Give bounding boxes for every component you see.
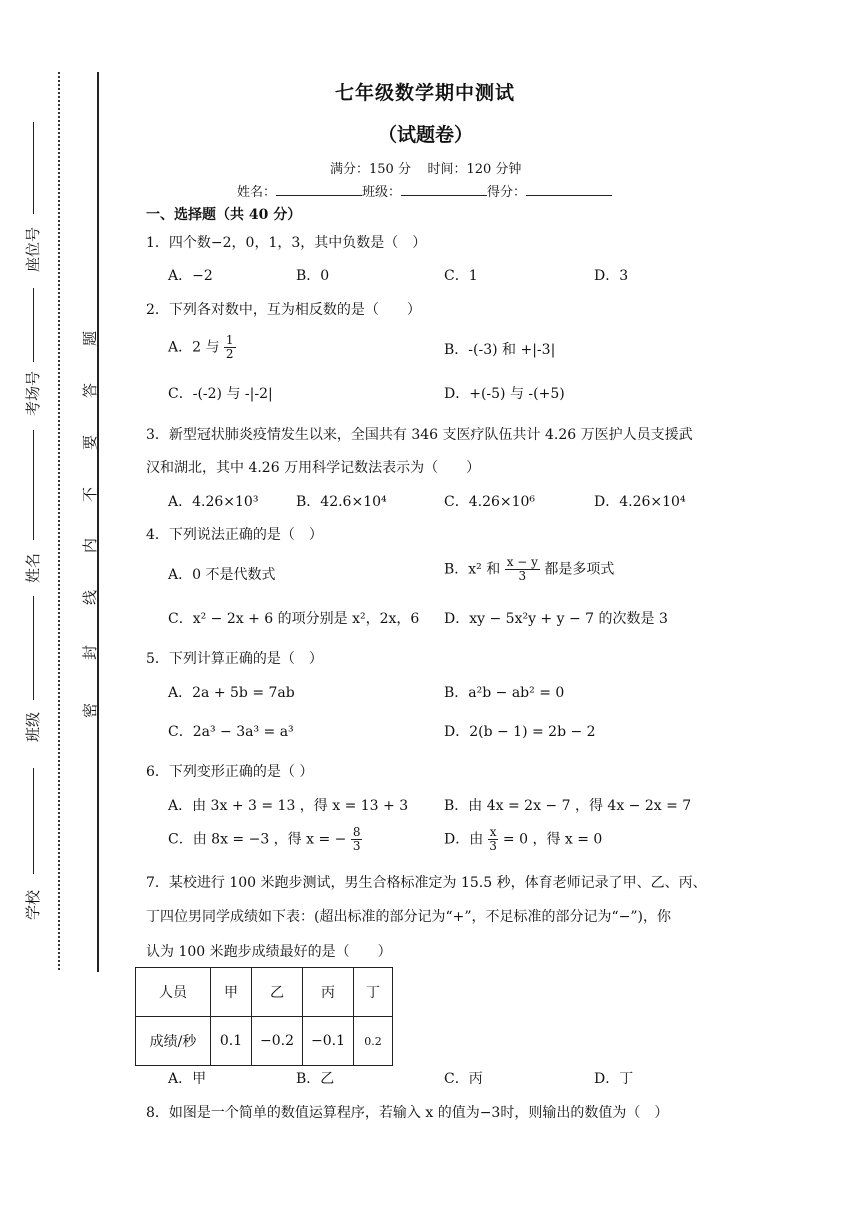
margin-class-blank[interactable]: [33, 596, 35, 700]
q8-stem: 8．如图是一个简单的数值运算程序，若输入 x 的值为−3时，则输出的数值为（ ）: [146, 1105, 669, 1121]
q1-option-c[interactable]: C．1: [444, 268, 478, 284]
margin-name-label: 姓名: [24, 552, 42, 583]
dotted-binding-line: [58, 72, 60, 970]
q6-option-a[interactable]: A．由 3x + 3 = 13 ，得 x = 13 + 3: [168, 798, 409, 814]
q1-option-d[interactable]: D．3: [594, 268, 629, 284]
q7-line-2: 丁四位男同学成绩如下表：(超出标准的部分记为“+”，不足标准的部分记为“−”)，你: [146, 909, 672, 925]
margin-class-label: 班级: [24, 711, 42, 742]
class-label: 班级：: [362, 185, 402, 200]
q2-a-prefix: A．2 与: [168, 339, 220, 356]
q1-option-b[interactable]: B．0: [296, 268, 330, 284]
q4-b-num: x − y: [506, 555, 538, 569]
score-table-header-row: [136, 968, 393, 1017]
seal-char-2: 封: [81, 644, 99, 660]
score-table: [135, 967, 393, 1066]
q6-d-suffix: = 0 ，得 x = 0: [502, 831, 603, 848]
table-header-cell: 人员: [136, 968, 211, 1017]
q2-option-c[interactable]: C．-(-2) 与 -|-2|: [168, 386, 273, 402]
table-cell: −0.2: [252, 1017, 303, 1066]
room-number-label: 考场号: [24, 370, 42, 416]
q5-option-d[interactable]: D．2(b − 1) = 2b − 2: [444, 724, 596, 740]
q6-d-den: 3: [489, 839, 497, 853]
q2-a-den: 2: [225, 347, 234, 361]
q6-c-prefix: C．由 8x = −3 ，得 x = −: [168, 831, 347, 848]
q3-line-1: 3．新型冠状肺炎疫情发生以来，全国共有 346 支医疗队伍共计 4.26 万医护人员支援武: [146, 427, 693, 443]
class-field[interactable]: [401, 195, 487, 196]
q3-line-2: 汉和湖北，其中 4.26 万用科学记数法表示为（ ）: [146, 460, 481, 476]
student-info-row: [237, 181, 612, 200]
q2-a-num: 1: [225, 333, 234, 347]
q6-option-b[interactable]: B．由 4x = 2x − 7 ，得 4x − 2x = 7: [444, 798, 692, 814]
q7-line-3: 认为 100 米跑步成绩最好的是（ ）: [146, 944, 392, 960]
q3-option-c[interactable]: C．4.26×10⁶: [444, 494, 536, 510]
q4-b-den: 3: [518, 569, 527, 583]
q2-option-d[interactable]: D．+(-5) 与 -(+5): [444, 386, 565, 402]
q7-option-b[interactable]: B．乙: [296, 1071, 335, 1087]
seal-char-3: 线: [81, 589, 99, 605]
score-table-data-row: [136, 1017, 393, 1066]
table-cell: −0.1: [303, 1017, 354, 1066]
page-subtitle: （试题卷）: [378, 124, 474, 146]
solid-binding-line: [97, 72, 99, 972]
q6-c-den: 3: [352, 839, 361, 853]
name-label: 姓名：: [237, 185, 277, 200]
table-header-cell: 丁: [354, 968, 393, 1017]
seat-number-blank[interactable]: [33, 122, 35, 214]
seat-number-label: 座位号: [24, 226, 42, 272]
exam-meta: 满分：150 分 时间：120 分钟: [330, 162, 522, 177]
school-blank[interactable]: [33, 768, 35, 874]
seal-char-8: 题: [81, 330, 99, 346]
q4-option-b[interactable]: [444, 556, 614, 583]
q2-stem: 2．下列各对数中，互为相反数的是（ ）: [146, 302, 421, 318]
seal-char-6: 要: [81, 434, 99, 450]
margin-name-blank[interactable]: [33, 430, 35, 540]
q4-b-prefix: B．x² 和: [444, 561, 501, 578]
q5-option-c[interactable]: C．2a³ − 3a³ = a³: [168, 724, 294, 740]
q6-c-fraction: [351, 826, 363, 853]
q4-option-c[interactable]: C．x² − 2x + 6 的项分别是 x²，2x，6: [168, 611, 420, 627]
room-number-blank[interactable]: [33, 288, 35, 362]
q7-line-1: 7．某校进行 100 米跑步测试，男生合格标准定为 15.5 秒，体育老师记录了甲、乙、丙、: [146, 875, 707, 891]
table-header-cell: 丙: [303, 968, 354, 1017]
q6-option-d[interactable]: [444, 826, 602, 853]
q4-b-suffix: 都是多项式: [544, 561, 615, 578]
table-header-cell: 甲: [211, 968, 252, 1017]
q4-option-a[interactable]: A．0 不是代数式: [168, 567, 276, 583]
q6-stem: 6．下列变形正确的是（ ）: [146, 764, 314, 780]
q3-option-d[interactable]: D．4.26×10⁴: [594, 494, 686, 510]
q4-option-d[interactable]: D．xy − 5x²y + y − 7 的次数是 3: [444, 611, 668, 627]
name-field[interactable]: [276, 195, 362, 196]
q2-option-b[interactable]: B．-(-3) 和 +|-3|: [444, 342, 556, 358]
table-cell: 0.2: [354, 1017, 393, 1066]
q6-d-prefix: D．由: [444, 831, 484, 848]
section-title: 一、选择题（共 40 分）: [146, 207, 302, 223]
q1-option-a[interactable]: A．−2: [168, 268, 213, 284]
q3-option-a[interactable]: A．4.26×10³: [168, 494, 259, 510]
table-cell: 0.1: [211, 1017, 252, 1066]
table-header-cell: 乙: [252, 968, 303, 1017]
q7-option-a[interactable]: A．甲: [168, 1071, 207, 1087]
q6-c-num: 8: [352, 825, 361, 839]
q5-option-b[interactable]: B．a²b − ab² = 0: [444, 685, 565, 701]
q6-option-c[interactable]: [168, 826, 362, 853]
q6-d-num: x: [489, 825, 497, 839]
q7-option-c[interactable]: C．丙: [444, 1071, 483, 1087]
score-label: 得分：: [487, 185, 527, 200]
q6-d-fraction: [488, 826, 499, 853]
score-field[interactable]: [526, 195, 612, 196]
q1-stem: 1．四个数−2，0，1，3，其中负数是（ ）: [146, 235, 427, 251]
q2-option-a[interactable]: [168, 334, 236, 361]
page-title: 七年级数学期中测试: [335, 82, 516, 104]
seal-char-4: 内: [81, 537, 99, 553]
q4-b-fraction: [505, 556, 540, 583]
q5-option-a[interactable]: A．2a + 5b = 7ab: [168, 685, 295, 701]
seal-char-5: 不: [81, 486, 99, 502]
school-label: 学校: [24, 889, 42, 920]
seal-char-1: 密: [81, 702, 99, 718]
table-cell: 成绩/秒: [136, 1017, 211, 1066]
q3-option-b[interactable]: B．42.6×10⁴: [296, 494, 387, 510]
q4-stem: 4．下列说法正确的是（ ）: [146, 527, 323, 543]
q7-option-d[interactable]: D．丁: [594, 1071, 634, 1087]
seal-char-7: 答: [81, 382, 99, 398]
q5-stem: 5．下列计算正确的是（ ）: [146, 651, 323, 667]
q2-a-fraction: [224, 334, 236, 361]
